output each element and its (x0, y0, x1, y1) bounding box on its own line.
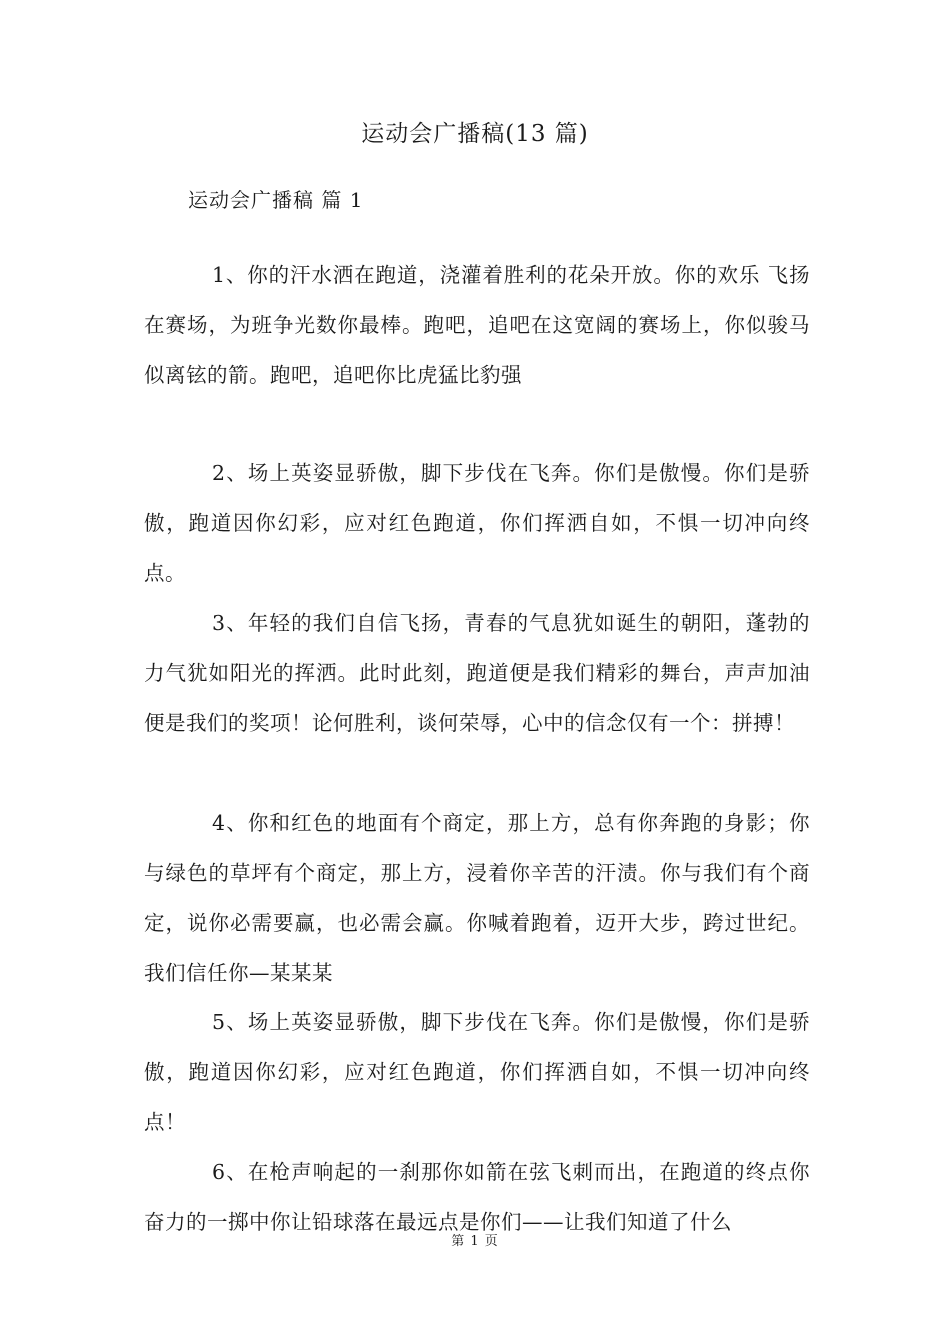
paragraph-3: 3、年轻的我们自信飞扬，青春的气息犹如诞生的朝阳，蓬勃的力气犹如阳光的挥洒。此时此刻，跑道便是我们精彩的舞台，声声加油便是我们的奖项！论何胜利，谈何荣辱，心中的信念仅有一个：拼搏！ (144, 610, 810, 735)
section-heading: 运动会广播稿 篇 1 (188, 188, 364, 212)
paragraph-5: 5、场上英姿显骄傲，脚下步伐在飞奔。你们是傲慢，你们是骄傲，跑道因你幻彩，应对红色跑道，你们挥洒自如，不惧一切冲向终点！ (144, 1009, 810, 1134)
page-number: 第 1 页 (451, 1234, 499, 1249)
paragraph-1: 1、你的汗水洒在跑道，浇灌着胜利的花朵开放。你的欢乐 飞扬在赛场，为班争光数你最棒。跑吧，追吧在这宽阔的赛场上，你似骏马似离铉的箭。跑吧，追吧你比虎猛比豹强 (144, 262, 810, 387)
paragraph-6: 6、在枪声响起的一刹那你如箭在弦飞刺而出，在跑道的终点你奋力的一掷中你让铅球落在最远点是你们——让我们知道了什么 (144, 1159, 810, 1234)
document-title: 运动会广播稿(13 篇) (361, 121, 589, 147)
paragraph-4: 4、你和红色的地面有个商定，那上方，总有你奔跑的身影；你与绿色的草坪有个商定，那上方，浸着你辛苦的汗渍。你与我们有个商定，说你必需要赢，也必需会赢。你喊着跑着，迈开大步，跨过世纪。我们信任你—某某某 (144, 810, 810, 985)
paragraph-2: 2、场上英姿显骄傲，脚下步伐在飞奔。你们是傲慢。你们是骄傲，跑道因你幻彩，应对红色跑道，你们挥洒自如，不惧一切冲向终点。 (144, 460, 810, 585)
